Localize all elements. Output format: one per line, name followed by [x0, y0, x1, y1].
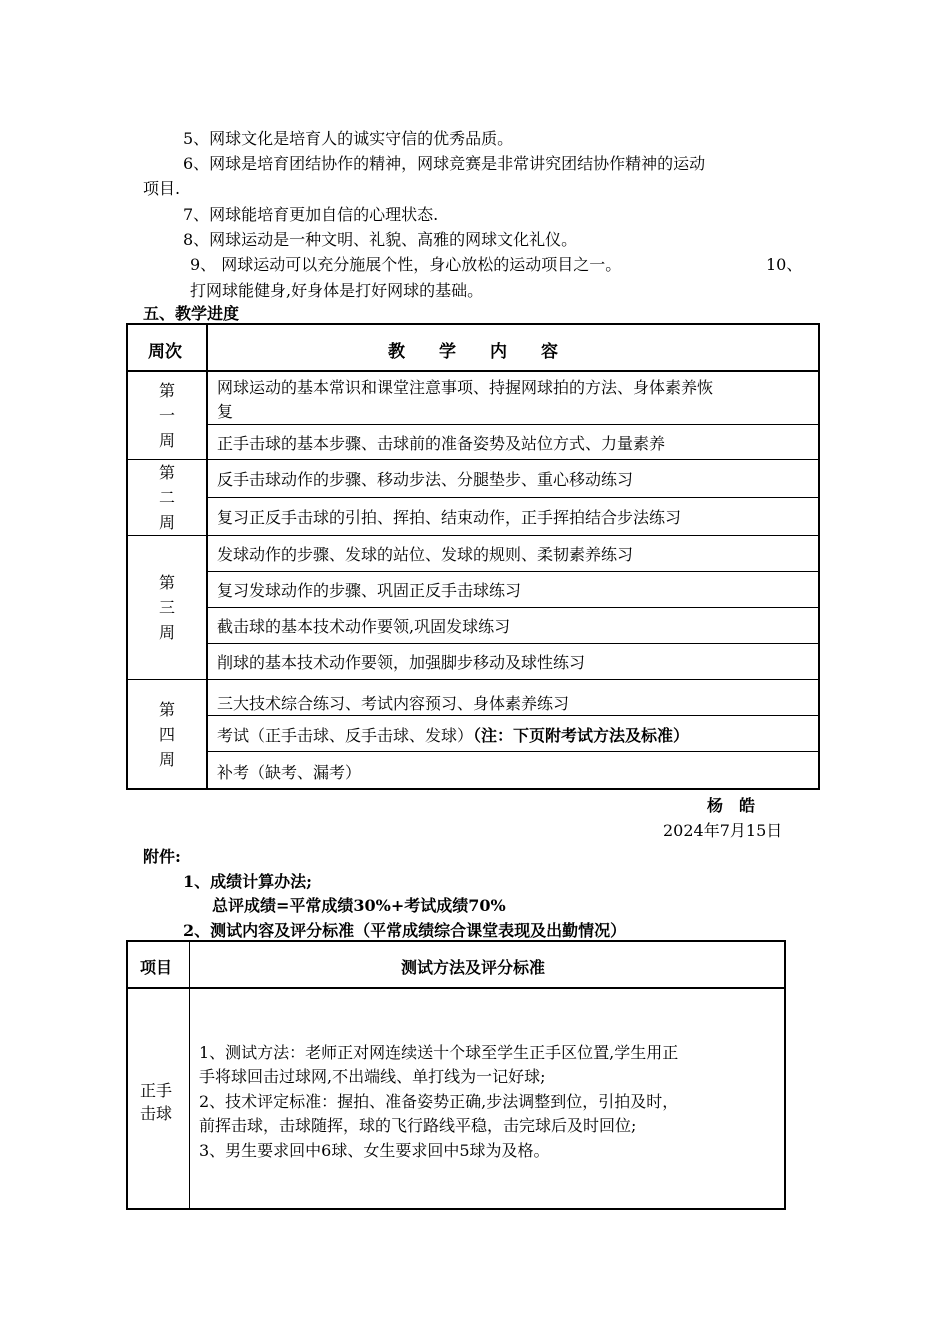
- test-line-3: 2、技术评定标准：握拍、准备姿势正确,步法调整到位，引拍及时，: [199, 1092, 679, 1111]
- intro-item-6: 6、网球是培育团结协作的精神，网球竞赛是非常讲究团结协作精神的运动: [183, 154, 706, 173]
- schedule-header-content: 教 学 内 容: [388, 342, 558, 362]
- week-2-row-1: 反手击球动作的步骤、移动步法、分腿垫步、重心移动练习: [217, 470, 634, 489]
- exam-note: （注：下页附考试方法及标准）: [473, 726, 690, 745]
- week-4-row-2: 考试（正手击球、反手击球、发球）（注：下页附考试方法及标准）: [217, 726, 690, 745]
- intro-item-9: 9、 网球运动可以充分施展个性，身心放松的运动项目之一。: [190, 255, 622, 274]
- intro-item-10: 打网球能健身,好身体是打好网球的基础。: [190, 281, 484, 300]
- week-4-row-1: 三大技术综合练习、考试内容预习、身体素养练习: [217, 694, 570, 713]
- test-line-1: 1、测试方法：老师正对网连续送十个球至学生正手区位置,学生用正: [199, 1043, 679, 1062]
- intro-item-5: 5、网球文化是培育人的诚实守信的优秀品质。: [183, 129, 514, 148]
- test-line-2: 手将球回击过球网,不出端线、单打线为一记好球;: [199, 1067, 546, 1086]
- attachment-item-1: 1、成绩计算办法;: [183, 872, 313, 891]
- test-header-standard: 测试方法及评分标准: [401, 958, 546, 977]
- intro-item-8: 8、网球运动是一种文明、礼貌、高雅的网球文化礼仪。: [183, 230, 578, 249]
- test-item-line-2: 击球: [140, 1104, 173, 1123]
- grade-formula: 总评成绩=平常成绩30%+考试成绩70%: [212, 896, 506, 915]
- attachment-label: 附件:: [143, 847, 181, 866]
- intro-item-7: 7、网球能培育更加自信的心理状态.: [183, 205, 439, 224]
- section-title: 五、教学进度: [143, 304, 240, 323]
- week-3-label: 第 三 周: [158, 573, 175, 642]
- week-1-label: 第 一 周: [158, 381, 175, 450]
- attachment-item-2: 2、测试内容及评分标准（平常成绩综合课堂表现及出勤情况）: [183, 921, 627, 940]
- schedule-header-week: 周次: [148, 342, 182, 362]
- test-item-line-1: 正手: [140, 1081, 173, 1100]
- week-1-row-2: 正手击球的基本步骤、击球前的准备姿势及站位方式、力量素养: [217, 434, 666, 453]
- signature-date: 2024年7月15日: [663, 821, 783, 840]
- signature-name: 杨 皓: [707, 796, 756, 815]
- week-3-row-3: 截击球的基本技术动作要领,巩固发球练习: [217, 617, 511, 636]
- week-1-row-1-cont: 复: [217, 402, 234, 421]
- intro-item-6-cont: 项目.: [143, 179, 181, 198]
- week-3-row-1: 发球动作的步骤、发球的站位、发球的规则、柔韧素养练习: [217, 545, 634, 564]
- week-2-label: 第 二 周: [158, 463, 175, 532]
- week-3-row-2: 复习发球动作的步骤、巩固正反手击球练习: [217, 581, 522, 600]
- week-3-row-4: 削球的基本技术动作要领，加强脚步移动及球性练习: [217, 653, 586, 672]
- test-line-5: 3、男生要求回中6球、女生要求回中5球为及格。: [199, 1141, 550, 1160]
- intro-item-10-number: 10、: [766, 255, 803, 274]
- week-1-row-1: 网球运动的基本常识和课堂注意事项、持握网球拍的方法、身体素养恢: [217, 378, 714, 397]
- week-4-label: 第 四 周: [158, 700, 175, 769]
- test-header-item: 项目: [140, 958, 173, 977]
- test-line-4: 前挥击球，击球随挥，球的飞行路线平稳，击完球后及时回位;: [199, 1116, 637, 1135]
- week-4-row-3: 补考（缺考、漏考）: [217, 763, 362, 782]
- week-2-row-2: 复习正反手击球的引拍、挥拍、结束动作，正手挥拍结合步法练习: [217, 508, 682, 527]
